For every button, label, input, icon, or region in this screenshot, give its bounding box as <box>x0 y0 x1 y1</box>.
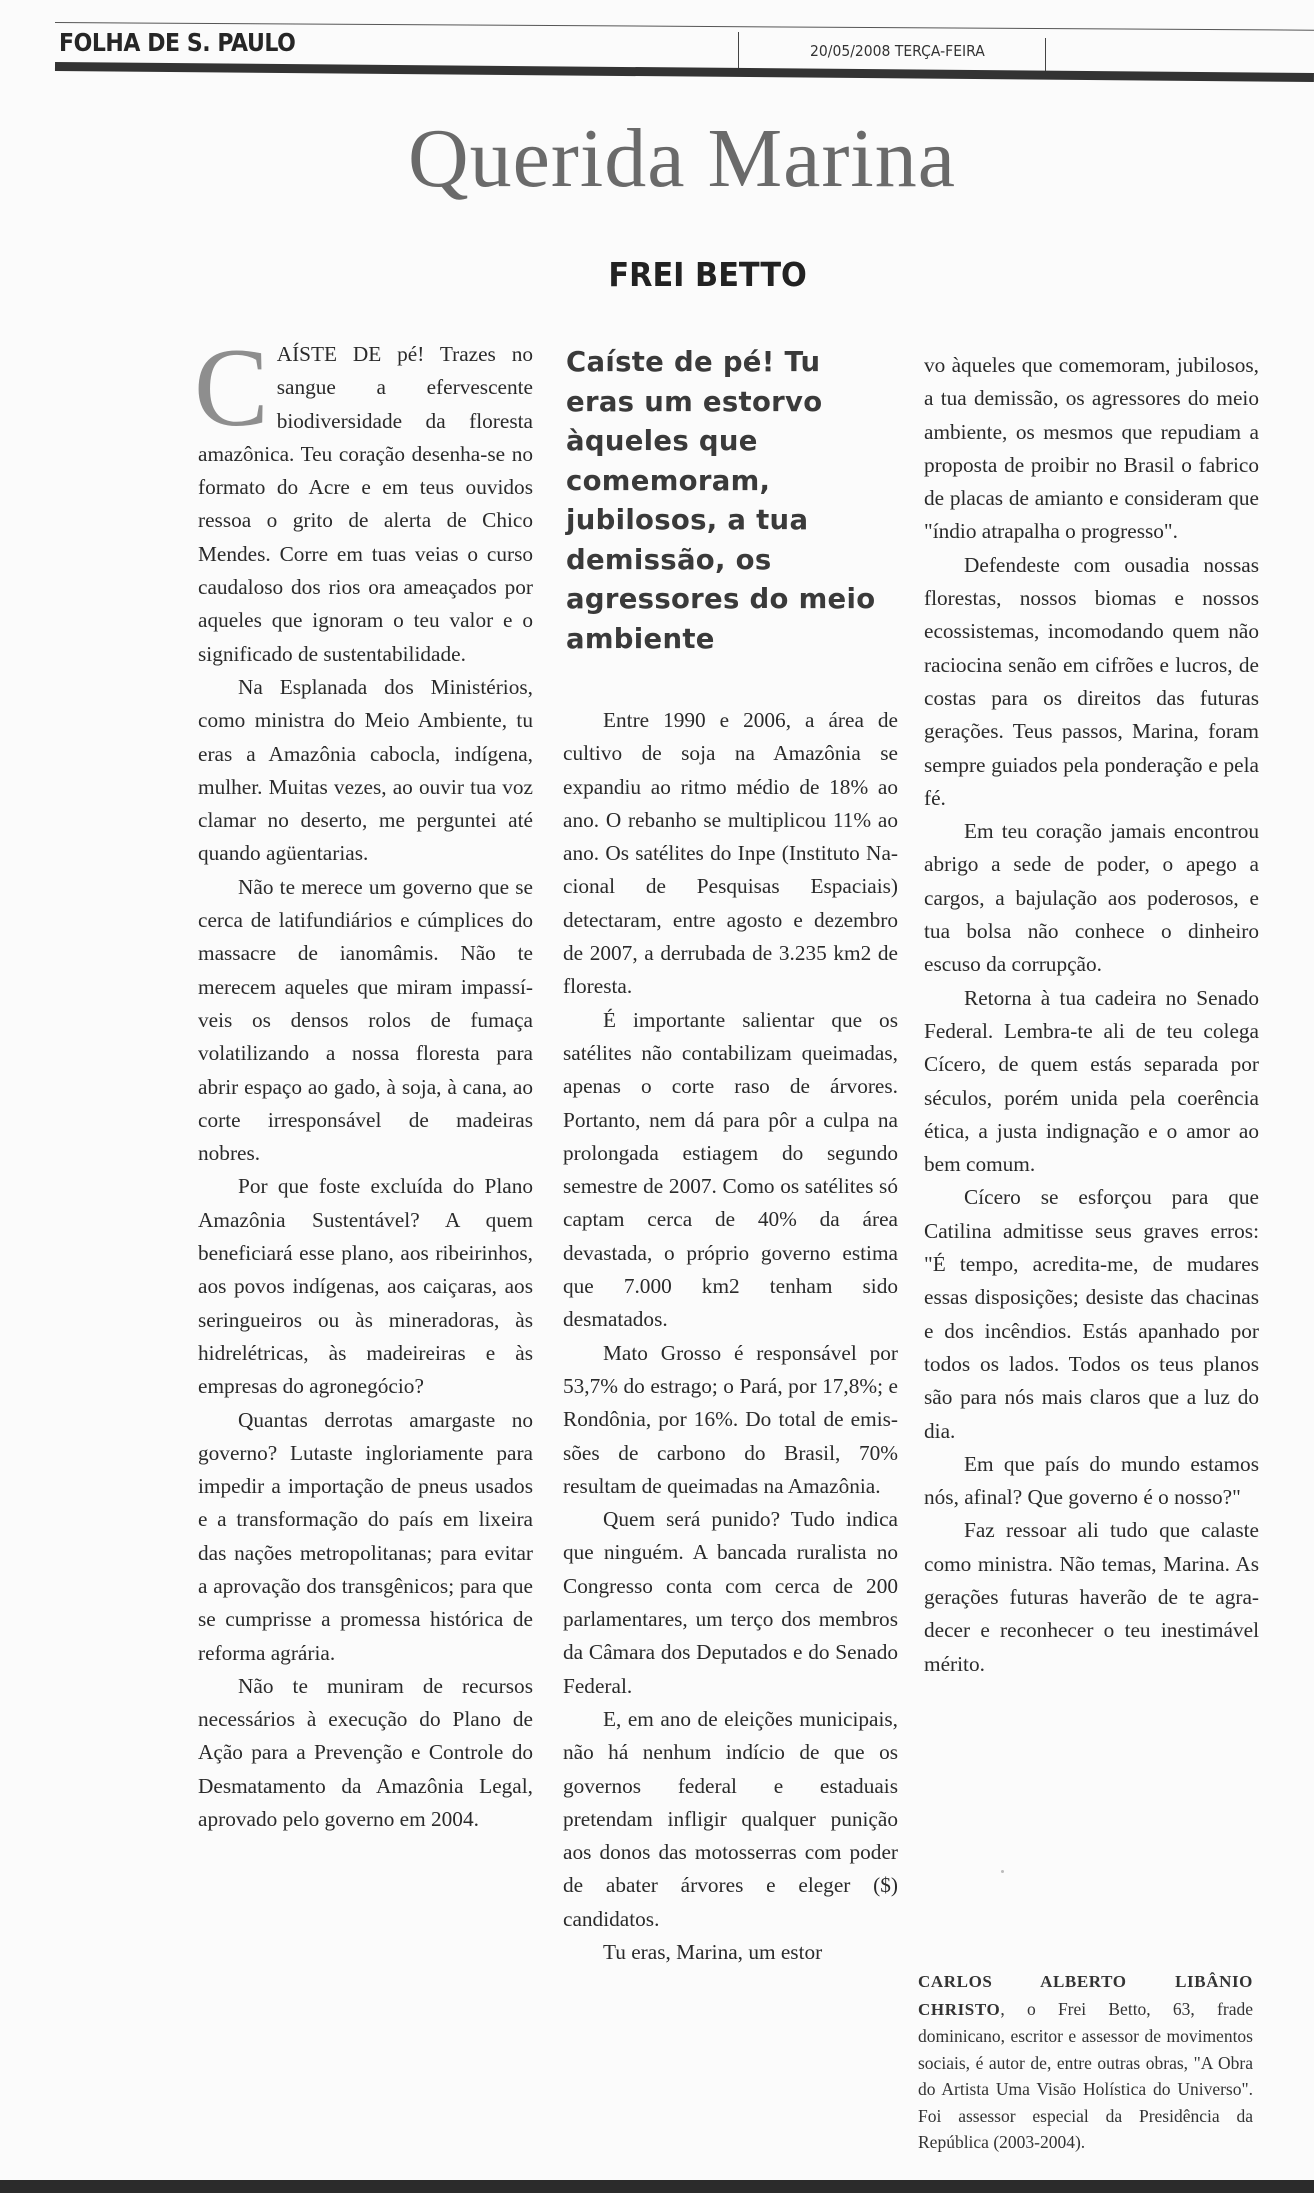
paragraph: vo àqueles que comemoram, jubilosos, a tua demissão, os agressores do meio ambiente, os mesmos que repudiam a proposta de proibir no Brasil o fabrico de placas de amianto e consideram que "índio atrapalha o progresso". <box>924 353 1259 544</box>
drop-cap: C <box>194 326 269 450</box>
page-bottom-rule <box>0 2180 1314 2193</box>
author-bio <box>918 1968 1253 2156</box>
author-bio-text: , o Frei Betto, 63, frade dominicano, escritor e assessor de movimentos sociais, é autor de, entre outras obras, "A Obra do Artista Uma Visão Holística do Universo". Foi assessor especial da Presidência da República (2003-2004). <box>918 1998 1253 2152</box>
paragraph: Em teu coração jamais encontrou abrigo a sede de poder, o apego a cargos, a bajulação aos poderosos, e tua bolsa não conhece o dinheiro escuso da corrupção. <box>924 819 1259 977</box>
paragraph: É importante salientar que os satélites não contabilizam queimadas, apenas o corte raso de árvores. Portanto, nem dá para pôr a culpa na prolongada estiagem do segundo semestre de 2007. Como os satélites só captam cerca de 40% da área devastada, o próprio governo estima que 7.000 km2 tenham sido desmatados. <box>563 1007 898 1332</box>
paragraph: E, em ano de eleições municipais, não há nenhum indício de que os governos federal e estaduais pretendam infligir qualquer punição aos donos das motosserras com poder de abater árvores e eleger ($) candidatos. <box>563 1706 898 1931</box>
pull-quote: Caíste de pé! Tu eras um estorvo àqueles que comemoram, jubilosos, a tua demissão, os agressores do meio ambiente <box>566 346 876 655</box>
masthead-divider <box>1045 38 1046 74</box>
paragraph: Entre 1990 e 2006, a área de cultivo de soja na Amazônia se expandiu ao ritmo médio de 18% ao ano. O rebanho se multiplicou 11% ao ano. Os satélites do Inpe (Instituto Nacional de Pesquisas Espaciais) detectaram, entre agosto e dezembro de 2007, a derrubada de 3.235 km2 de floresta. <box>563 708 898 999</box>
publication-date: 20/05/2008 TERÇA-FEIRA <box>810 42 985 60</box>
article-column-3 <box>924 349 1259 1681</box>
article-headline: Querida Marina <box>407 112 957 205</box>
author-full-name: CARLOS ALBERTO LIBÂNIO CHRISTO <box>918 1972 1253 2019</box>
paragraph: Na Esplanada dos Ministérios, como ministra do Meio Ambiente, tu eras a Amazônia cabocla, indígena, mulher. Muitas vezes, ao ouvir tua voz clamar no deserto, me perguntei até quando agüentarias. <box>198 674 533 866</box>
paragraph: Cícero se esforçou para que Catilina admitisse seus graves erros: "É tempo, acredita-me, de mudares essas disposições; desiste das chacinas e dos incêndios. Estás apanhado por todos os lados. Todos os teus planos são para nós mais claros que a luz do dia. <box>924 1185 1259 1443</box>
paragraph: Em que país do mundo estamos nós, afinal? Que governo é o nosso?" <box>924 1451 1259 1510</box>
paragraph-text: AÍSTE DE pé! Trazes no sangue a efervescente biodiversidade da floresta amazônica. Teu coração desenha-se no formato do Acre e em teus ouvidos ressoa o grito de alerta de Chico Mendes. Corre em tuas veias o curso caudaloso dos rios ora ameaçados por aqueles que ignoram o teu valor e o significado de sustentabilidade. <box>198 342 533 666</box>
paragraph: Não te merece um governo que se cerca de latifundiários e cúmplices do massacre de ianomâmis. Não te merecem aqueles que miram impassíveis os densos rolos de fumaça volatilizando a nossa floresta para abrir espaço ao gado, à soja, à cana, ao corte irresponsável de madeiras nobres. <box>198 874 533 1166</box>
article-column-1 <box>194 326 533 1836</box>
paragraph: Quem será punido? Tudo indica que ninguém. A bancada ruralista no Congresso conta com cerca de 200 parlamentares, um terço dos membros da Câmara dos Deputados e do Senado Federal. <box>563 1507 898 1698</box>
paragraph: Quantas derrotas amargaste no governo? Lutaste ingloriamente para impedir a importação de pneus usados e a transformação do país em lixeira das nações metropolitanas; para evitar a aprovação dos transgênicos; para que se cumprisse a promessa histórica de reforma agrária. <box>198 1407 533 1665</box>
masthead-divider <box>738 32 739 68</box>
paragraph: Tu eras, Marina, um estor <box>603 1939 823 1964</box>
article-column-2 <box>563 704 898 1969</box>
article-author: FREI BETTO <box>608 255 807 294</box>
masthead <box>55 22 1314 68</box>
paragraph: Defendeste com ousadia nossas florestas, nossos biomas e nossos ecossistemas, incomodando quem não raciocina senão em cifrões e lucros, de costas para os direitos das futuras gerações. Teus passos, Marina, foram sempre guiados pela ponderação e pela fé. <box>924 552 1259 810</box>
scan-speck <box>1001 1870 1004 1873</box>
paragraph: Faz ressoar ali tudo que calaste como ministra. Não temas, Marina. As gerações futuras haverão de te agradecer e reconhecer o teu inestimável mérito. <box>924 1518 1259 1676</box>
paragraph: Mato Grosso é responsável por 53,7% do estrago; o Pará, por 17,8%; e Rondônia, por 16%. Do total de emissões de carbono do Brasil, 70% resultam de queimadas na Amazônia. <box>563 1340 898 1498</box>
masthead-rule <box>55 62 1314 82</box>
paragraph: Retorna à tua cadeira no Senado Federal. Lembra-te ali de teu colega Cícero, de quem estás separada por séculos, porém unida pela coerência ética, a justa indignação e o amor ao bem comum. <box>924 985 1259 1177</box>
paragraph: Por que foste excluída do Plano Amazônia Sustentável? A quem beneficiará esse plano, aos ribeirinhos, aos povos indígenas, aos caiçaras, aos seringueiros ou às mineradoras, às hidrelétricas, às madeireiras e às empresas do agronegócio? <box>198 1174 533 1399</box>
paragraph: Não te muniram de recursos necessários à execução do Plano de Ação para a Prevenção e Controle do Desmatamento da Amazônia Legal, aprovado pelo governo em 2004. <box>198 1673 533 1832</box>
paragraph <box>194 326 533 671</box>
publication-name: FOLHA DE S. PAULO <box>59 28 296 57</box>
